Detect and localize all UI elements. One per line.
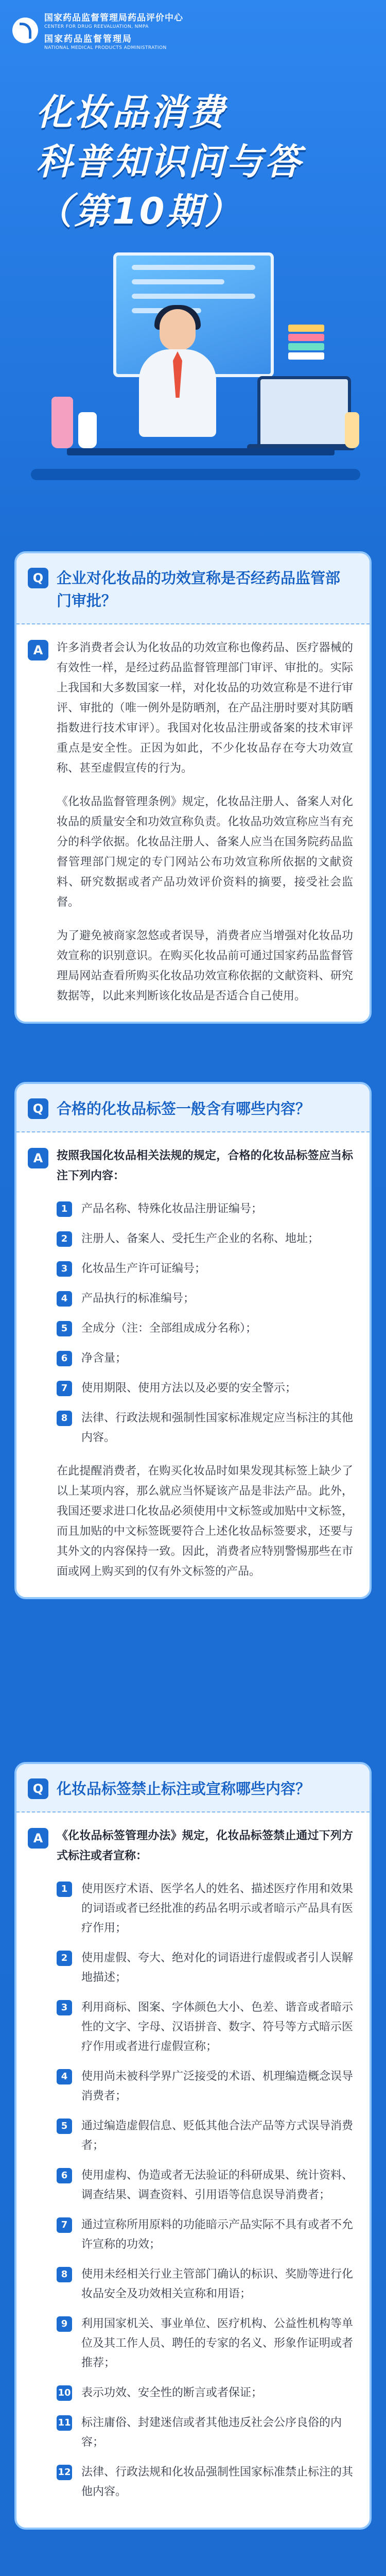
- list-item: 12 法律、行政法规和化妆品强制性国家标准禁止标注的其他内容。: [57, 2463, 353, 2502]
- number-badge-icon: 2: [57, 1231, 72, 1247]
- list-item: 6 使用虚构、伪造或者无法验证的科研成果、统计资料、调查结果、调查资料、引用语等信息误导消费者；: [57, 2166, 353, 2205]
- q-badge-icon: Q: [28, 1098, 48, 1119]
- qa-card-1: [14, 551, 372, 1024]
- question-text: 合格的化妆品标签一般含有哪些内容？: [57, 1100, 311, 1117]
- list-item: 1 产品名称、特殊化妆品注册证编号；: [57, 1199, 353, 1219]
- list-item: 10 表示功效、安全性的断言或者保证；: [57, 2383, 353, 2403]
- a-badge-icon: A: [28, 640, 48, 660]
- page-title: [36, 88, 303, 236]
- hero-illustration: [31, 242, 360, 479]
- org-name-en-2: NATIONAL MEDICAL PRODUCTS ADMINISTRATION: [44, 45, 167, 50]
- cosmetic-bottle-icon: [51, 397, 73, 448]
- number-badge-icon: 8: [57, 2267, 72, 2282]
- number-badge-icon: 11: [57, 2415, 72, 2431]
- list-item: 11 标注庸俗、封建迷信或者其他违反社会公序良俗的内容；: [57, 2413, 353, 2452]
- list-item: 7 使用期限、使用方法以及必要的安全警示；: [57, 1379, 353, 1398]
- answer-paragraph: 许多消费者会认为化妆品的功效宣称也像药品、医疗器械的有效性一样，是经过药品监督管理部门审评、审批的。实际上我国和大多数国家一样，对化妆品的功效宣称是不进行审评、审批的（唯一例外是防晒剂，在产品注册时要对其防晒指数进行技术审评）。我国对化妆品注册或备案的技术审评重点是安全性。正因为如此，不少化妆品存在夸大功效宣称、甚至虚假宣传的行为。: [57, 641, 353, 775]
- list-item: 8 使用未经相关行业主管部门确认的标识、奖励等进行化妆品安全及功效相关宣称和用语；: [57, 2265, 353, 2304]
- number-badge-icon: 8: [57, 1411, 72, 1426]
- title-line-2: 科普知识问与答: [36, 141, 303, 183]
- answer-paragraph: 《化妆品监督管理条例》规定，化妆品注册人、备案人对化妆品的质量安全和功效宣称负责。化妆品功效宣称应当有充分的科学依据。化妆品注册人、备案人应当在国务院药品监督管理部门规定的专门网站公布功效宣称所依据的文献资料、研究数据或者产品功效评价资料的摘要，接受社会监督。: [57, 795, 353, 909]
- title-line-3: （第10期）: [36, 190, 243, 232]
- number-badge-icon: 4: [57, 2069, 72, 2084]
- label-content-list: [57, 1199, 353, 1448]
- cosmetic-bottle-icon: [78, 412, 97, 448]
- qa-card-3: [14, 1762, 372, 2530]
- qa-card-2: [14, 1082, 372, 1599]
- list-item: 2 注册人、备案人、受托生产企业的名称、地址；: [57, 1229, 353, 1249]
- presenter-figure-icon: [124, 309, 226, 448]
- title-line-1: 化妆品消费: [36, 91, 226, 133]
- number-badge-icon: 6: [57, 1351, 72, 1366]
- number-badge-icon: 10: [57, 2385, 72, 2401]
- books-icon: [288, 325, 324, 376]
- number-badge-icon: 9: [57, 2316, 72, 2332]
- number-badge-icon: 2: [57, 1951, 72, 1966]
- number-badge-icon: 3: [57, 2000, 72, 2015]
- number-badge-icon: 12: [57, 2465, 72, 2480]
- list-item: 9 利用国家机关、事业单位、医疗机构、公益性机构等单位及其工作人员、聘任的专家的名义、形象作证明或者推荐；: [57, 2314, 353, 2373]
- number-badge-icon: 4: [57, 1291, 72, 1307]
- q-badge-icon: Q: [28, 568, 48, 588]
- number-badge-icon: 7: [57, 1381, 72, 1396]
- list-item: 5 全成分（注：全部组成成分名称）；: [57, 1319, 353, 1338]
- answer-intro: 按照我国化妆品相关法规的规定，合格的化妆品标签应当标注下列内容：: [57, 1149, 353, 1182]
- number-badge-icon: 3: [57, 1261, 72, 1277]
- cosmetic-bottle-icon: [345, 412, 359, 448]
- number-badge-icon: 5: [57, 1321, 72, 1336]
- answer-intro: 《化妆品标签管理办法》规定，化妆品标签禁止通过下列方式标注或者宣称：: [57, 1829, 353, 1862]
- laptop-icon: [257, 376, 351, 449]
- number-badge-icon: 5: [57, 2119, 72, 2134]
- list-item: 1 使用医疗术语、医学名人的姓名、描述医疗作用和效果的词语或者已经批准的药品名明示或者暗示产品具有医疗作用；: [57, 1879, 353, 1938]
- question-text: 企业对化妆品的功效宣称是否经药品监管部门审批？: [57, 569, 341, 609]
- answer-closing: 在此提醒消费者，在购买化妆品时如果发现其标签上缺少了以上某项内容，那么就应当怀疑该产品是非法产品。此外，我国还要求进口化妆品必须使用中文标签或加贴中文标签，而且加贴的中文标签既要符合上述化妆品标签要求，还要与其外文的内容保持一致。因此，消费者应特别警惕那些在市面或网上购买到的仅有外文标签的产品。: [57, 1465, 353, 1578]
- number-badge-icon: 6: [57, 2168, 72, 2183]
- prohibited-claims-list: [57, 1879, 353, 2502]
- list-item: 2 使用虚假、夸大、绝对化的词语进行虚假或者引人误解地描述；: [57, 1948, 353, 1988]
- number-badge-icon: 7: [57, 2217, 72, 2233]
- header: [0, 0, 386, 541]
- number-badge-icon: 1: [57, 1882, 72, 1897]
- org-name-cn-1: 国家药品监督管理局药品评价中心: [44, 13, 183, 23]
- list-item: 3 化妆品生产许可证编号；: [57, 1259, 353, 1279]
- answer-paragraph: 为了避免被商家忽悠或者误导，消费者应当增强对化妆品功效宣称的识别意识。在购买化妆品前可通过国家药品监督管理局网站查看所购买化妆品功效宣称依据的文献资料、研究数据等，以此来判断该化妆品是否适合自己使用。: [57, 929, 353, 1003]
- list-item: 3 利用商标、图案、字体颜色大小、色差、谐音或者暗示性的文字、字母、汉语拼音、数字、符号等方式暗示医疗作用或者进行虚假宣称；: [57, 1998, 353, 2057]
- list-item: 6 净含量；: [57, 1349, 353, 1368]
- list-item: 4 使用尚未被科学界广泛接受的术语、机理编造概念误导消费者；: [57, 2067, 353, 2106]
- question-text: 化妆品标签禁止标注或宣称哪些内容？: [57, 1780, 311, 1798]
- org-name-en-1: CENTER FOR DRUG REEVALUATION, NMPA: [44, 24, 149, 29]
- a-badge-icon: A: [28, 1828, 48, 1849]
- number-badge-icon: 1: [57, 1201, 72, 1217]
- org-logo: [12, 10, 183, 50]
- list-item: 5 通过编造虚假信息、贬低其他合法产品等方式误导消费者；: [57, 2116, 353, 2156]
- q-badge-icon: Q: [28, 1778, 48, 1799]
- org-name-cn-2: 国家药品监督管理局: [44, 34, 132, 44]
- list-item: 8 法律、行政法规和强制性国家标准规定应当标注的其他内容。: [57, 1409, 353, 1448]
- a-badge-icon: A: [28, 1148, 48, 1168]
- list-item: 4 产品执行的标准编号；: [57, 1289, 353, 1309]
- list-item: 7 通过宣称所用原料的功能暗示产品实际不具有或者不允许宣称的功效；: [57, 2215, 353, 2255]
- nmpa-logo-icon: [12, 18, 38, 43]
